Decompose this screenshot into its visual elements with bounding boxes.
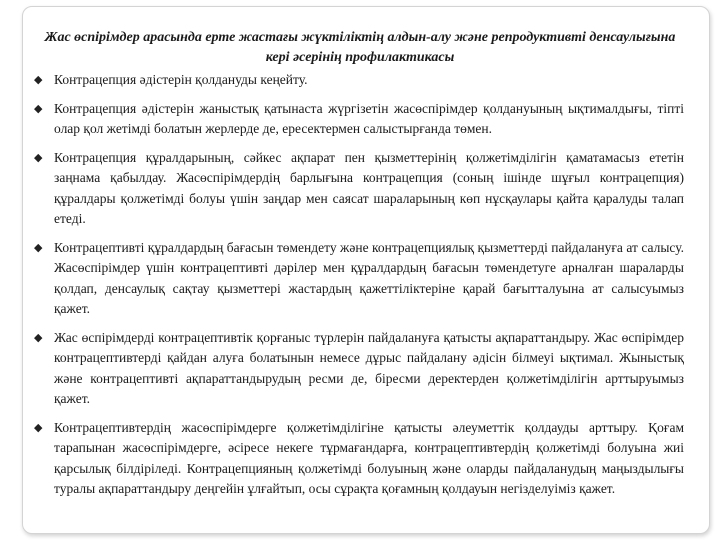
bullet-item xyxy=(34,70,684,91)
bullet-diamond-icon: ◆ xyxy=(34,151,43,164)
bullet-item xyxy=(34,238,684,320)
bullet-item xyxy=(34,328,684,410)
bullet-text: Контрацептивті құралдардың бағасын төмендету және контрацепциялық қызметтерді пайдалануға ат салысу. Жасөспірімдер үшін контрацептивті дәрілер мен құралдардың бағасын төмендетуге арналған шараларды қолдап, денсаулық сақтау қызметтері жастардың қажеттіліктеріне қарай бағытталуына ат салысуымыз қажет. xyxy=(54,239,684,316)
bullet-item xyxy=(34,418,684,500)
bullet-item xyxy=(34,99,684,140)
bullet-list xyxy=(34,70,684,508)
bullet-text: Жас өспірімдерді контрацептивтік қорғаныс түрлерін пайдалануға қатысты ақпараттандыру. Жас өспірімдер контрацептивтерді қайдан алуға болатынын немесе дұрыс пайдалану әдісін білмеуі ықтимал. Жыныстық және контрацептивті ақпараттандырудың ресми де, біресми деректерден қолжетімділігін арттыруымыз қажет. xyxy=(54,329,684,406)
slide-title: Жас өспірімдер арасында ерте жастағы жүктіліктің алдын-алу және репродуктивті денсаулығына кері әсерінің профилактикасы xyxy=(44,30,676,65)
bullet-text: Контрацепция әдістерін жаныстық қатынаста жүргізетін жасөспірімдер қолдануының ықтималдығы, тіпті олар қол жетімді болатын жерлерде де, ересектермен салыстырғанда төмен. xyxy=(54,100,684,136)
bullet-text: Контрацепция әдістерін қолдануды кеңейту. xyxy=(54,72,308,87)
bullet-text: Контрацепция құралдарының, сәйкес ақпарат пен қызметтерінің қолжетімділігін қаматамасыз ететін заңнама қабылдау. Жасөспірімдердің барлығына контрацепция (соның ішінде шұғыл контрацепция) құралдары қолжетімді болуы үшін заңдар мен саясат шараларының көп нұсқаулары қайта қаралуды талап етеді. xyxy=(54,149,684,226)
bullet-diamond-icon: ◆ xyxy=(34,74,43,86)
bullet-diamond-icon: ◆ xyxy=(34,331,43,344)
bullet-text: Контрацептивтердің жасөспірімдерге қолжетімділігіне қатысты әлеуметтік қолдауды арттыру. Қоғам тарапынан жасөспірімдерге, әсіресе некеге тұрмағандарға, контрацептивтердің қолжетімді болуына жиі қарсылық білдіріледі. Контрацепцияның қолжетімді болуының және оларды пайдаланудың маңыздылығы туралы ақпараттандыру деңгейін ұлғайтып, осы сұрақта қоғамның қолдауын негізделуіміз қажет. xyxy=(54,419,684,496)
bullet-diamond-icon: ◆ xyxy=(34,102,43,115)
bullet-diamond-icon: ◆ xyxy=(34,241,43,254)
bullet-item xyxy=(34,148,684,230)
bullet-diamond-icon: ◆ xyxy=(34,421,43,434)
